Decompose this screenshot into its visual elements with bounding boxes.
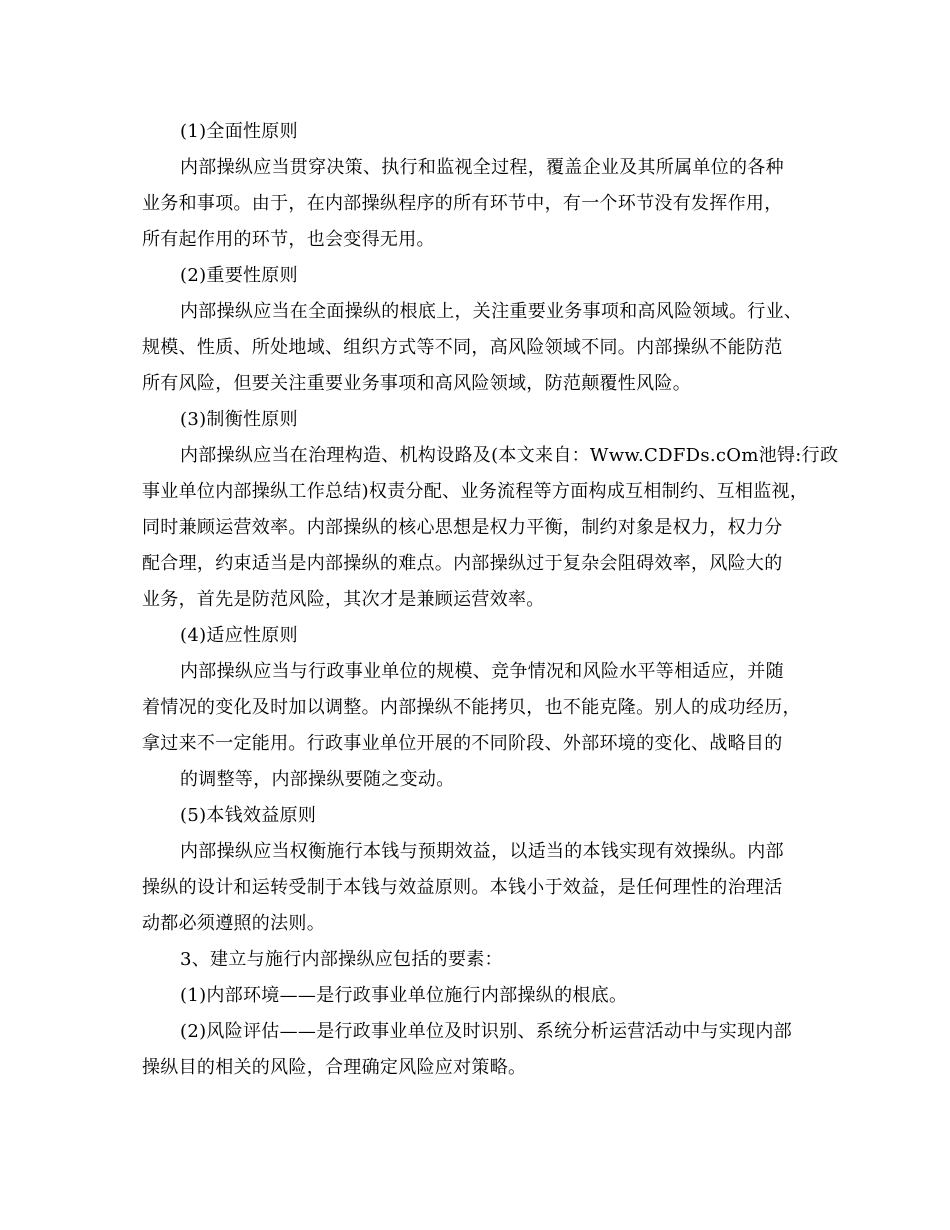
paragraph-line: 所有风险，但要关注重要业务事项和高风险领域，防范颠覆性风险。 <box>142 373 691 394</box>
heading-adaptability: (4)适应性原则 <box>180 625 298 646</box>
paragraph-line: 着情况的变化及时加以调整。内部操纵不能拷贝，也不能克隆。别人的成功经历， <box>142 697 801 718</box>
paragraph-line: 所有起作用的环节，也会变得无用。 <box>142 229 435 250</box>
paragraph-line: 业务和事项。由于，在内部操纵程序的所有环节中，有一个环节没有发挥作用， <box>142 193 783 214</box>
paragraph-line: 事业单位内部操纵工作总结)权责分配、业务流程等方面构成互相制约、互相监视， <box>142 481 809 502</box>
paragraph-line: 同时兼顾运营效率。内部操纵的核心思想是权力平衡，制约对象是权力，权力分 <box>142 517 783 538</box>
paragraph-line: 内部操纵应当贯穿决策、执行和监视全过程，覆盖企业及其所属单位的各种 <box>180 157 784 178</box>
heading-cost-benefit: (5)本钱效益原则 <box>180 805 317 826</box>
paragraph-line: 业务，首先是防范风险，其次才是兼顾运营效率。 <box>142 589 545 610</box>
paragraph-line: (1)内部环境——是行政事业单位施行内部操纵的根底。 <box>180 985 628 1006</box>
paragraph-line: 配合理，约束适当是内部操纵的难点。内部操纵过于复杂会阻碍效率，风险大的 <box>142 553 783 574</box>
paragraph-line: 的调整等，内部操纵要随之变动。 <box>180 769 455 790</box>
paragraph-line: 动都必须遵照的法则。 <box>142 913 325 934</box>
heading-comprehensiveness: (1)全面性原则 <box>180 121 298 142</box>
paragraph-line: 内部操纵应当与行政事业单位的规模、竞争情况和风险水平等相适应，并随 <box>180 661 784 682</box>
paragraph-line: 规模、性质、所处地域、组织方式等不同，高风险领域不同。内部操纵不能防范 <box>142 337 783 358</box>
heading-checks-balances: (3)制衡性原则 <box>180 409 298 430</box>
paragraph-line: 内部操纵应当在治理构造、机构设路及(本文来自：Www.CDFDs.cOm池锝:行政 <box>180 445 839 466</box>
paragraph-line: (2)风险评估——是行政事业单位及时识别、系统分析运营活动中与实现内部 <box>180 1021 792 1042</box>
paragraph-line: 拿过来不一定能用。行政事业单位开展的不同阶段、外部环境的变化、战略目的 <box>142 733 783 754</box>
heading-importance: (2)重要性原则 <box>180 265 298 286</box>
paragraph-line: 内部操纵应当权衡施行本钱与预期效益，以适当的本钱实现有效操纵。内部 <box>180 841 784 862</box>
paragraph-line: 操纵目的相关的风险，合理确定风险应对策略。 <box>142 1057 527 1078</box>
section-heading-elements: 3、建立与施行内部操纵应包括的要素： <box>180 949 503 970</box>
paragraph-line: 内部操纵应当在全面操纵的根底上，关注重要业务事项和高风险领域。行业、 <box>180 301 803 322</box>
paragraph-line: 操纵的设计和运转受制于本钱与效益原则。本钱小于效益，是任何理性的治理活 <box>142 877 783 898</box>
